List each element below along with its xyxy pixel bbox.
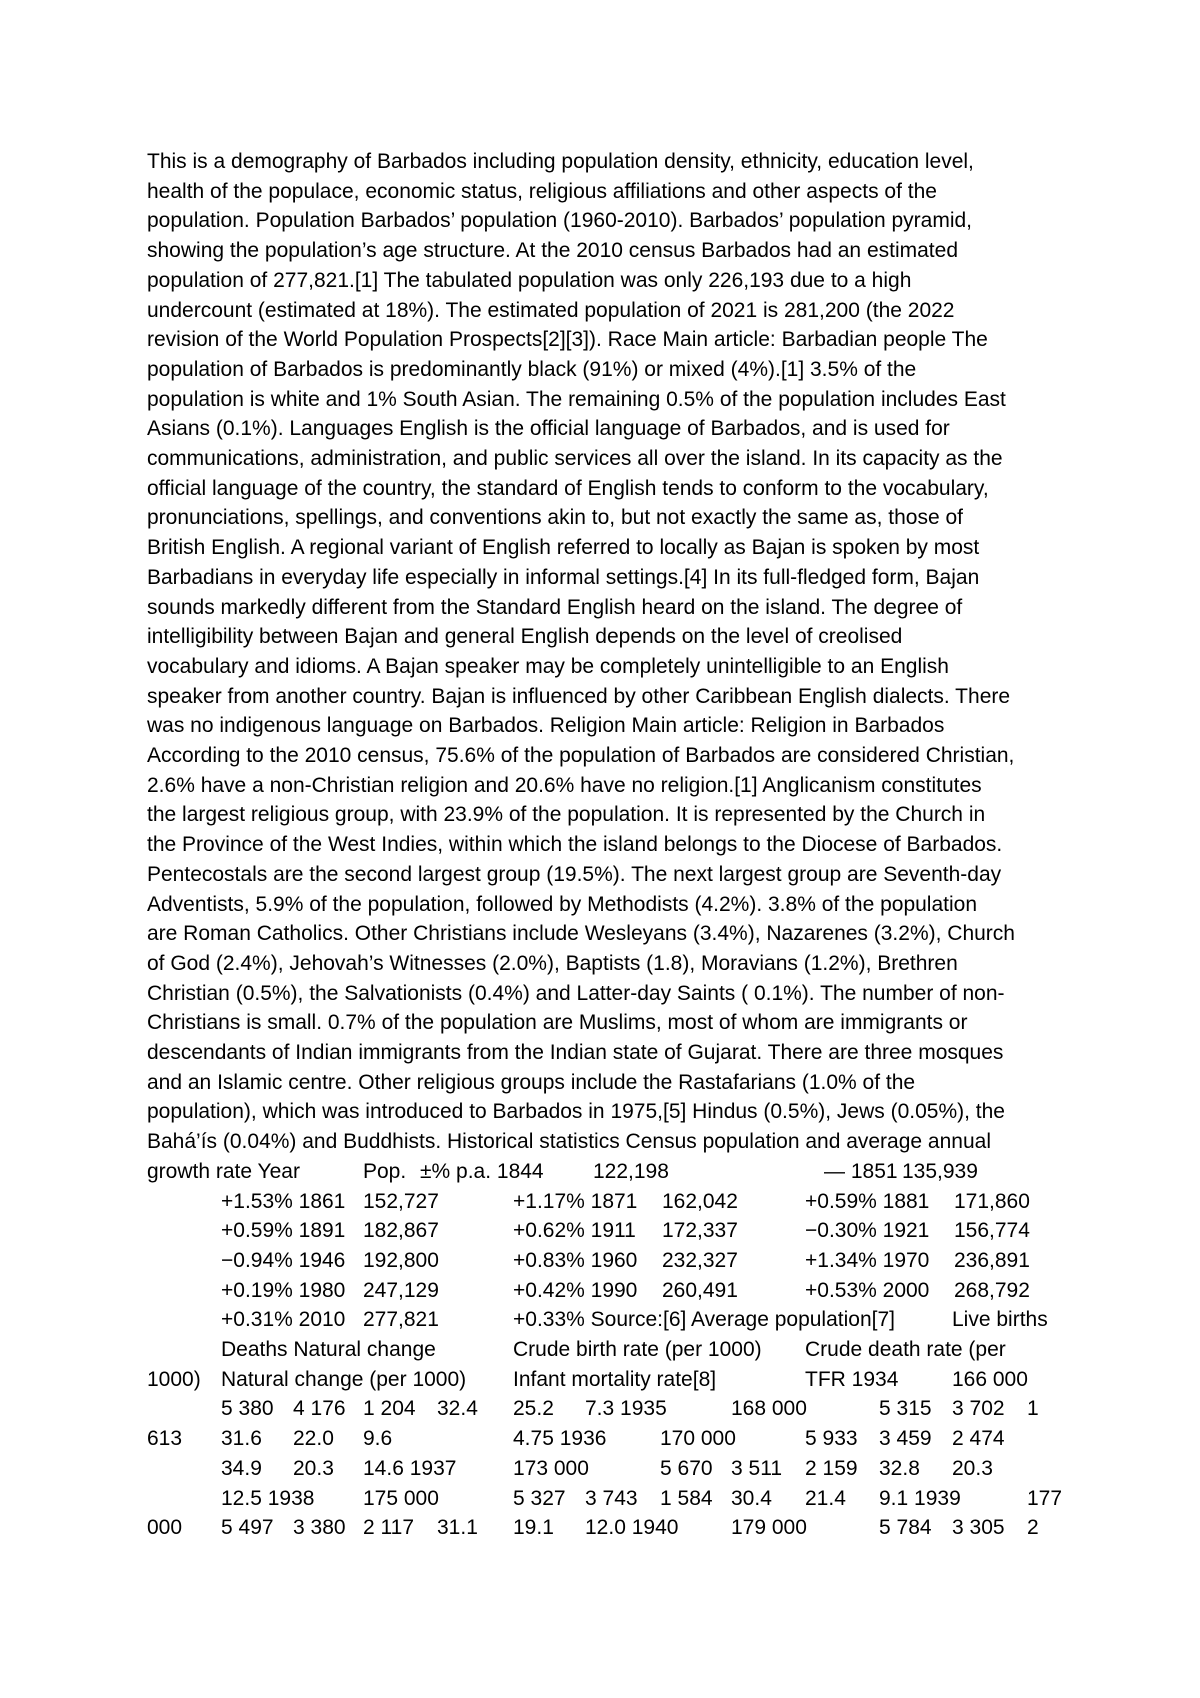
- table-cell: 3 380: [293, 1516, 346, 1540]
- paragraph-line: Pentecostals are the second largest group (19.5%). The next largest group are Seventh-day: [147, 862, 1002, 886]
- table-cell: — 1851: [824, 1159, 898, 1183]
- paragraph-line: was no indigenous language on Barbados. Religion Main article: Religion in Barbados: [147, 714, 945, 738]
- paragraph-line: According to the 2010 census, 75.6% of the population of Barbados are considered Christian,: [147, 744, 1015, 767]
- table-cell: 34.9: [221, 1456, 262, 1480]
- paragraph-line: descendants of Indian immigrants from the Indian state of Gujarat. There are three mosques: [147, 1041, 1004, 1064]
- paragraph-line: This is a demography of Barbados including population density, ethnicity, education level,: [147, 150, 974, 173]
- table-cell: 5 497: [221, 1516, 274, 1540]
- paragraph-line: the Province of the West Indies, within which the island belongs to the Diocese of Barbados.: [147, 833, 1003, 857]
- paragraph-line: Christians is small. 0.7% of the population are Muslims, most of whom are immigrants or: [147, 1011, 968, 1035]
- paragraph-line: and an Islamic centre. Other religious groups include the Rastafarians (1.0% of the: [147, 1070, 916, 1094]
- table-cell: 21.4: [805, 1486, 846, 1510]
- table-cell: 22.0: [293, 1427, 334, 1451]
- paragraph-line: speaker from another country. Bajan is influenced by other Caribbean English dialects. There: [147, 684, 1011, 708]
- table-cell: 000: [147, 1516, 183, 1540]
- table-cell: 613: [147, 1427, 183, 1451]
- table-cell: +0.53% 2000: [805, 1278, 930, 1302]
- table-cell: Pop.: [363, 1159, 407, 1183]
- table-cell: 3 702: [952, 1397, 1005, 1421]
- paragraph-line: population), which was introduced to Barbados in 1975,[5] Hindus (0.5%), Jews (0.05%), the: [147, 1100, 1005, 1124]
- table-cell: Infant mortality rate[8]: [513, 1367, 717, 1391]
- table-cell: 3 305: [952, 1516, 1005, 1540]
- paragraph-line: showing the population’s age structure. At the 2010 census Barbados had an estimated: [147, 239, 958, 263]
- paragraph-line: intelligibility between Bajan and general English depends on the level of creolised: [147, 625, 903, 649]
- paragraph-line: Barbadians in everyday life especially in informal settings.[4] In its full-fledged form, Bajan: [147, 565, 980, 589]
- table-cell: +1.17% 1871: [513, 1189, 638, 1213]
- paragraph-line: sounds markedly different from the Standard English heard on the island. The degree of: [147, 595, 963, 619]
- paragraph-line: Adventists, 5.9% of the population, followed by Methodists (4.2%). 3.8% of the population: [147, 892, 978, 916]
- table-cell: 277,821: [363, 1308, 439, 1332]
- table-cell: 122,198: [593, 1159, 669, 1183]
- table-cell: 3 511: [731, 1456, 782, 1480]
- paragraph-line: 2.6% have a non-Christian religion and 20.6% have no religion.[1] Anglicanism constitutes: [147, 773, 982, 797]
- paragraph-line: revision of the World Population Prospects[2][3]). Race Main article: Barbadian people The: [147, 328, 988, 352]
- table-cell: +0.62% 1911: [513, 1219, 636, 1243]
- table-cell: 232,327: [662, 1248, 738, 1272]
- table-cell: 5 933: [805, 1427, 858, 1451]
- paragraph-line: population of Barbados is predominantly black (91%) or mixed (4%).[1] 3.5% of the: [147, 357, 917, 381]
- table-cell: Deaths Natural change: [221, 1338, 436, 1361]
- table-cell: Natural change (per 1000): [221, 1367, 467, 1391]
- table-cell: 168 000: [731, 1397, 807, 1421]
- paragraph-line: population. Population Barbados’ population (1960-2010). Barbados’ population pyramid,: [147, 209, 973, 233]
- table-cell: 31.6: [221, 1427, 262, 1451]
- table-cell: 5 327: [513, 1486, 566, 1510]
- paragraph-line: British English. A regional variant of English referred to locally as Bajan is spoken by most: [147, 536, 980, 560]
- table-cell: +0.59% 1891: [221, 1219, 346, 1243]
- table-cell: +0.42% 1990: [513, 1278, 638, 1302]
- table-cell: 175 000: [363, 1486, 439, 1510]
- table-cell: 5 315: [879, 1397, 932, 1421]
- table-cell: 32.8: [879, 1456, 920, 1480]
- table-cell: −0.94% 1946: [221, 1248, 346, 1272]
- paragraph-line: pronunciations, spellings, and conventions akin to, but not exactly the same as, those of: [147, 506, 963, 530]
- paragraph-line: official language of the country, the standard of English tends to conform to the vocabulary,: [147, 476, 989, 500]
- table-cell: 7.3 1935: [585, 1397, 667, 1421]
- paragraph-line: undercount (estimated at 18%). The estimated population of 2021 is 281,200 (the 2022: [147, 298, 955, 322]
- table-cell: 9.1 1939: [879, 1486, 961, 1510]
- table-cell: 4.75 1936: [513, 1427, 607, 1451]
- table-cell: +0.83% 1960: [513, 1248, 638, 1272]
- table-cell: 25.2: [513, 1397, 554, 1421]
- paragraph-line: vocabulary and idioms. A Bajan speaker may be completely unintelligible to an English: [147, 654, 949, 678]
- table-cell: 1 584: [660, 1486, 713, 1510]
- paragraph-line: health of the populace, economic status, religious affiliations and other aspects of the: [147, 179, 937, 203]
- table-cell: 14.6 1937: [363, 1456, 457, 1480]
- table-cell: 247,129: [363, 1278, 439, 1302]
- table-cell: 1000): [147, 1367, 201, 1391]
- table-cell: 1 204: [363, 1397, 416, 1421]
- table-cell: +1.34% 1970: [805, 1248, 930, 1272]
- table-cell: 260,491: [662, 1278, 738, 1302]
- table-cell: 166 000: [952, 1367, 1028, 1391]
- table-cell: Crude birth rate (per 1000): [513, 1338, 762, 1361]
- paragraph-line: population of 277,821.[1] The tabulated population was only 226,193 due to a high: [147, 268, 912, 292]
- table-cell: ±% p.a. 1844: [420, 1159, 544, 1183]
- table-cell: 268,792: [954, 1278, 1030, 1302]
- table-cell: 2: [1027, 1516, 1039, 1540]
- table-cell: 2 474: [952, 1427, 1005, 1451]
- table-cell: 12.5 1938: [221, 1486, 315, 1510]
- table-cell: 2 159: [805, 1456, 858, 1480]
- paragraph-line: communications, administration, and public services all over the island. In its capacity as the: [147, 447, 1003, 470]
- table-cell: −0.30% 1921: [805, 1219, 930, 1243]
- table-cell: TFR 1934: [805, 1367, 899, 1391]
- paragraph-line: Bahá’ís (0.04%) and Buddhists. Historical statistics Census population and average annual: [147, 1130, 991, 1154]
- table-cell: 236,891: [954, 1248, 1030, 1272]
- table-cell: Crude death rate (per: [805, 1338, 1006, 1361]
- table-cell: 156,774: [954, 1219, 1030, 1243]
- table-cell: 2 117: [363, 1516, 414, 1540]
- paragraph-line: population is white and 1% South Asian. The remaining 0.5% of the population includes East: [147, 387, 1006, 411]
- table-cell: +1.53% 1861: [221, 1189, 346, 1213]
- paragraph-line: the largest religious group, with 23.9% of the population. It is represented by the Church in: [147, 803, 986, 827]
- table-cell: 12.0 1940: [585, 1516, 679, 1540]
- table-cell: 3 459: [879, 1427, 932, 1451]
- table-cell: 192,800: [363, 1248, 439, 1272]
- table-cell: 1: [1027, 1397, 1039, 1421]
- table-cell: 5 380: [221, 1397, 274, 1421]
- table-cell: 19.1: [513, 1516, 554, 1540]
- table-cell: 162,042: [662, 1189, 738, 1213]
- paragraph-line: Christian (0.5%), the Salvationists (0.4%) and Latter-day Saints ( 0.1%). The number of non-: [147, 981, 1005, 1005]
- table-cell: 179 000: [731, 1516, 807, 1540]
- table-cell: 3 743: [585, 1486, 638, 1510]
- table-cell: 4 176: [293, 1397, 346, 1421]
- table-cell: 152,727: [363, 1189, 439, 1213]
- table-cell: 5 670: [660, 1456, 713, 1480]
- table-cell: 170 000: [660, 1427, 736, 1451]
- table-cell: 31.1: [437, 1516, 478, 1540]
- table-cell: 171,860: [954, 1189, 1030, 1213]
- table-cell: 30.4: [731, 1486, 772, 1510]
- table-cell: +0.59% 1881: [805, 1189, 930, 1213]
- table-cell: +0.19% 1980: [221, 1278, 346, 1302]
- table-cell: 182,867: [363, 1219, 439, 1243]
- paragraph-line: are Roman Catholics. Other Christians include Wesleyans (3.4%), Nazarenes (3.2%), Church: [147, 922, 1015, 946]
- table-cell: growth rate Year: [147, 1159, 300, 1183]
- paragraph-line: Asians (0.1%). Languages English is the official language of Barbados, and is used for: [147, 417, 950, 441]
- table-cell: 32.4: [437, 1397, 478, 1421]
- table-cell: 20.3: [293, 1456, 334, 1480]
- table-cell: 20.3: [952, 1456, 993, 1480]
- table-cell: 173 000: [513, 1456, 589, 1480]
- table-cell: 9.6: [363, 1427, 393, 1451]
- table-cell: 5 784: [879, 1516, 932, 1540]
- paragraph-line: of God (2.4%), Jehovah’s Witnesses (2.0%), Baptists (1.8), Moravians (1.2%), Brethren: [147, 951, 958, 975]
- table-cell: +0.33% Source:[6] Average population[7]: [513, 1308, 895, 1332]
- table-cell: +0.31% 2010: [221, 1308, 346, 1332]
- table-cell: 172,337: [662, 1219, 738, 1243]
- table-cell: 135,939: [902, 1159, 978, 1183]
- table-cell: 177: [1027, 1486, 1063, 1510]
- table-cell: Live births: [952, 1308, 1048, 1332]
